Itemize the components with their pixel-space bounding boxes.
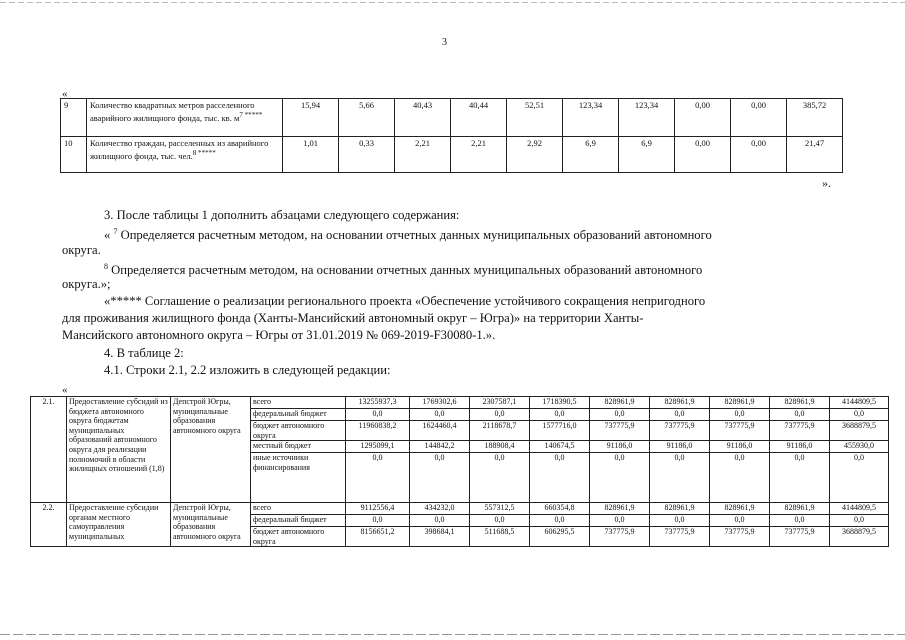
cell: 1,01 bbox=[283, 137, 339, 173]
funding-source: бюджет автономного округа bbox=[251, 421, 346, 441]
row-number: 10 bbox=[61, 137, 87, 173]
table2-open-quote: « bbox=[62, 384, 68, 396]
cell: 188908,4 bbox=[470, 441, 530, 453]
cell: 455930,0 bbox=[830, 441, 889, 453]
cell: 0,0 bbox=[410, 409, 470, 421]
cell: 2,92 bbox=[507, 137, 563, 173]
cell: 0,0 bbox=[830, 453, 889, 503]
funding-source: бюджет автономного округа bbox=[251, 527, 346, 547]
cell: 0,0 bbox=[830, 409, 889, 421]
cell: 8156651,2 bbox=[346, 527, 410, 547]
cell: 52,51 bbox=[507, 99, 563, 137]
cell: 398684,1 bbox=[410, 527, 470, 547]
row-title: Предоставление субсидии органам местного самоуправления муниципальных bbox=[67, 503, 171, 547]
cell: 737775,9 bbox=[590, 527, 650, 547]
cell: 91186,0 bbox=[650, 441, 710, 453]
page-number: 3 bbox=[442, 37, 447, 48]
table-row bbox=[61, 99, 843, 137]
cell: 737775,9 bbox=[770, 527, 830, 547]
cell: 1718390,5 bbox=[530, 397, 590, 409]
cell: 4144809,5 bbox=[830, 503, 889, 515]
footnote-star-2: для проживания жилищного фонда (Ханты-Мансийский автономный округ – Югра)» на территории Ханты- bbox=[62, 311, 644, 325]
cell: 5,66 bbox=[339, 99, 395, 137]
cell: 9112556,4 bbox=[346, 503, 410, 515]
cell: 40,44 bbox=[451, 99, 507, 137]
cell: 0,0 bbox=[410, 453, 470, 503]
cell: 434232,0 bbox=[410, 503, 470, 515]
funding-source: местный бюджет bbox=[251, 441, 346, 453]
cell: 0,0 bbox=[530, 453, 590, 503]
cell: 511688,5 bbox=[470, 527, 530, 547]
cell: 11960838,2 bbox=[346, 421, 410, 441]
cell: 828961,9 bbox=[650, 503, 710, 515]
cell: 1577716,0 bbox=[530, 421, 590, 441]
cell: 737775,9 bbox=[650, 527, 710, 547]
cell: 3688879,5 bbox=[830, 421, 889, 441]
cell: 6,9 bbox=[563, 137, 619, 173]
cell: 15,94 bbox=[283, 99, 339, 137]
cell: 123,34 bbox=[563, 99, 619, 137]
cell: 828961,9 bbox=[650, 397, 710, 409]
cell: 0,0 bbox=[590, 453, 650, 503]
table-row bbox=[31, 397, 889, 409]
cell: 140674,5 bbox=[530, 441, 590, 453]
cell: 0,0 bbox=[470, 409, 530, 421]
cell: 828961,9 bbox=[710, 503, 770, 515]
cell: 0,0 bbox=[590, 515, 650, 527]
row-number: 9 bbox=[61, 99, 87, 137]
paragraph-4-1: 4.1. Строки 2.1, 2.2 изложить в следующей редакции: bbox=[104, 363, 391, 377]
cell: 91186,0 bbox=[590, 441, 650, 453]
funding-source: всего bbox=[251, 503, 346, 515]
row-title: Предоставление субсидий из бюджета автономного округа бюджетам муниципальных образований автономного округа для реализации полномочий в области жилищных отношений (1,8) bbox=[67, 397, 171, 503]
cell: 0,0 bbox=[470, 453, 530, 503]
row-label: Количество квадратных метров расселенного аварийного жилищного фонда, тыс. кв. $м^{7 *****}$ bbox=[87, 99, 283, 137]
cell: 737775,9 bbox=[710, 527, 770, 547]
funding-source: иные источники финансирования bbox=[251, 453, 346, 503]
cell: 737775,9 bbox=[590, 421, 650, 441]
table-row bbox=[61, 137, 843, 173]
cell: 828961,9 bbox=[770, 503, 830, 515]
cell: 3688879,5 bbox=[830, 527, 889, 547]
cell: 0,00 bbox=[731, 137, 787, 173]
cell: 21,47 bbox=[787, 137, 843, 173]
cell: 2307587,1 bbox=[470, 397, 530, 409]
footnote-star-3: Мансийского автономного округа – Югры от 31.01.2019 № 069-2019-F30080-1.». bbox=[62, 328, 496, 342]
cell: 660354,8 bbox=[530, 503, 590, 515]
cell: 557312,5 bbox=[470, 503, 530, 515]
cell: 828961,9 bbox=[710, 397, 770, 409]
cell: 0,0 bbox=[830, 515, 889, 527]
cell: 40,43 bbox=[395, 99, 451, 137]
funding-source: федеральный бюджет bbox=[251, 409, 346, 421]
cell: 0,0 bbox=[410, 515, 470, 527]
row-label: Количество граждан, расселенных из аварийного жилищного фонда, тыс. чел.$^{8 *****}$ bbox=[87, 137, 283, 173]
table-row bbox=[31, 503, 889, 515]
row-executor: Депстрой Югры, муниципальные образования автономного округа bbox=[171, 503, 251, 547]
cell: 0,0 bbox=[650, 515, 710, 527]
cell: 144842,2 bbox=[410, 441, 470, 453]
cell: 91186,0 bbox=[770, 441, 830, 453]
cell: 0,00 bbox=[675, 137, 731, 173]
cell: 13255937,3 bbox=[346, 397, 410, 409]
cell: 0,00 bbox=[675, 99, 731, 137]
cell: 828961,9 bbox=[770, 397, 830, 409]
cell: 0,33 bbox=[339, 137, 395, 173]
cell: 1769302,6 bbox=[410, 397, 470, 409]
cell: 0,00 bbox=[731, 99, 787, 137]
cell: 828961,9 bbox=[590, 397, 650, 409]
paragraph-4: 4. В таблице 2: bbox=[104, 346, 184, 360]
funding-source: федеральный бюджет bbox=[251, 515, 346, 527]
cell: 0,0 bbox=[530, 409, 590, 421]
cell: 0,0 bbox=[530, 515, 590, 527]
cell: 2,21 bbox=[451, 137, 507, 173]
scan-edge-top bbox=[0, 2, 905, 3]
row-executor: Депстрой Югры, муниципальные образования автономного округа bbox=[171, 397, 251, 503]
cell: 737775,9 bbox=[650, 421, 710, 441]
cell: 0,0 bbox=[770, 515, 830, 527]
cell: 0,0 bbox=[590, 409, 650, 421]
cell: 0,0 bbox=[650, 453, 710, 503]
footnote-7: « $^7$ Определяется расчетным методом, на основании отчетных данных муниципальных образований автономного bbox=[104, 227, 712, 243]
cell: 0,0 bbox=[710, 453, 770, 503]
footnote-star-1: «***** Соглашение о реализации регионального проекта «Обеспечение устойчивого сокращения непригодного bbox=[104, 294, 706, 308]
cell: 123,34 bbox=[619, 99, 675, 137]
cell: 606295,5 bbox=[530, 527, 590, 547]
cell: 1295099,1 bbox=[346, 441, 410, 453]
cell: 91186,0 bbox=[710, 441, 770, 453]
cell: 0,0 bbox=[346, 409, 410, 421]
row-number: 2.2. bbox=[31, 503, 67, 547]
paragraph-3: 3. После таблицы 1 дополнить абзацами следующего содержания: bbox=[104, 208, 460, 222]
cell: 737775,9 bbox=[710, 421, 770, 441]
cell: 0,0 bbox=[710, 515, 770, 527]
cell: 0,0 bbox=[346, 515, 410, 527]
cell: 2,21 bbox=[395, 137, 451, 173]
cell: 2118678,7 bbox=[470, 421, 530, 441]
cell: 4144809,5 bbox=[830, 397, 889, 409]
cell: 828961,9 bbox=[590, 503, 650, 515]
cell: 0,0 bbox=[470, 515, 530, 527]
cell: 1624460,4 bbox=[410, 421, 470, 441]
cell: 737775,9 bbox=[770, 421, 830, 441]
cell: 0,0 bbox=[770, 409, 830, 421]
footnote-8-cont: округа.»; bbox=[62, 277, 111, 291]
cell: 0,0 bbox=[710, 409, 770, 421]
funding-source: всего bbox=[251, 397, 346, 409]
table-indicators bbox=[60, 98, 843, 173]
footnote-7-cont: округа. bbox=[62, 243, 101, 257]
table1-close-quote: ». bbox=[822, 176, 831, 190]
cell: 0,0 bbox=[346, 453, 410, 503]
table-financing bbox=[30, 396, 889, 547]
cell: 385,72 bbox=[787, 99, 843, 137]
cell: 0,0 bbox=[650, 409, 710, 421]
scan-edge-bottom bbox=[0, 634, 905, 635]
row-number: 2.1. bbox=[31, 397, 67, 503]
footnote-8: $^8$ Определяется расчетным методом, на основании отчетных данных муниципальных образований автономного bbox=[104, 262, 703, 278]
cell: 6,9 bbox=[619, 137, 675, 173]
cell: 0,0 bbox=[770, 453, 830, 503]
table1-open-quote: « bbox=[62, 88, 68, 100]
